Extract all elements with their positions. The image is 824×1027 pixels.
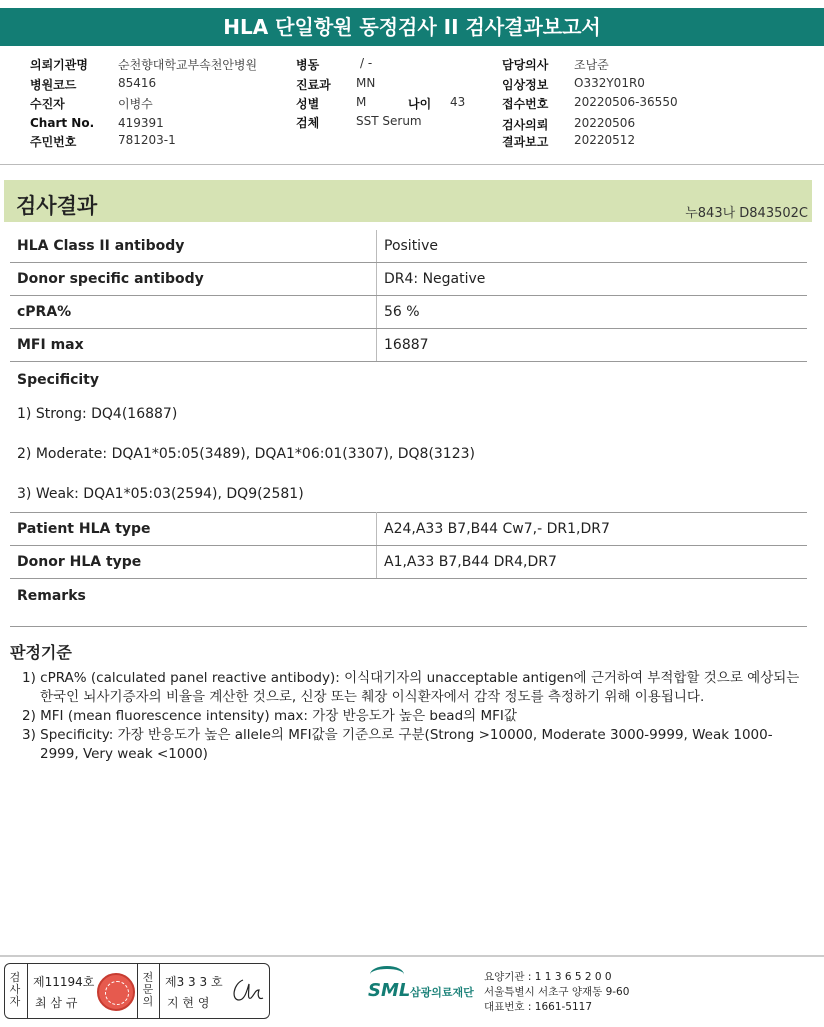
box2-id: 제3 3 3 호 bbox=[165, 975, 223, 989]
info-value: O332Y01R0 bbox=[574, 76, 645, 90]
box1-id: 제11194호 bbox=[33, 975, 95, 989]
company-address bbox=[484, 970, 629, 1015]
info-label: 임상정보 bbox=[502, 78, 549, 92]
info-value: / - bbox=[360, 56, 373, 70]
result-value: 16887 bbox=[377, 329, 808, 362]
info-value: 조남준 bbox=[574, 58, 609, 72]
table-row bbox=[10, 513, 807, 546]
info-value: 419391 bbox=[118, 116, 164, 130]
info-label: 의뢰기관명 bbox=[30, 58, 88, 72]
info-value: 20220506 bbox=[574, 116, 636, 130]
result-value: Positive bbox=[377, 230, 808, 263]
divider bbox=[10, 626, 807, 627]
signature-icon bbox=[229, 976, 265, 1006]
divider bbox=[159, 964, 160, 1018]
result-value: DR4: Negative bbox=[377, 263, 808, 296]
section-title: 검사결과 bbox=[16, 194, 98, 218]
signature-box bbox=[4, 963, 270, 1019]
patient-info bbox=[0, 54, 824, 154]
box1-label: 검사자 bbox=[9, 971, 21, 1008]
info-value: SST Serum bbox=[356, 114, 422, 128]
info-label: 접수번호 bbox=[502, 97, 549, 111]
info-value: 20220506-36550 bbox=[574, 95, 678, 109]
seal-stamp-icon bbox=[97, 973, 135, 1011]
result-key: cPRA% bbox=[10, 296, 377, 329]
address-line: 서울특별시 서초구 양재동 9-60 bbox=[484, 986, 630, 998]
info-label: 검사의뢰 bbox=[502, 118, 549, 132]
address-line: 요양기관 : 1 1 3 6 5 2 0 0 bbox=[484, 971, 612, 983]
logo-mark: SML bbox=[368, 980, 411, 1001]
hla-table bbox=[10, 512, 807, 579]
info-value: 순천향대학교부속천안병원 bbox=[118, 58, 258, 72]
info-value: 이병수 bbox=[118, 97, 153, 111]
result-key: HLA Class II antibody bbox=[10, 230, 377, 263]
info-label: 검체 bbox=[296, 116, 320, 130]
info-value: 781203-1 bbox=[118, 133, 176, 147]
info-label: Chart No. bbox=[30, 116, 95, 130]
table-row bbox=[10, 230, 807, 263]
divider bbox=[137, 964, 138, 1018]
info-label: 담당의사 bbox=[502, 58, 549, 72]
criteria-item: 1) cPRA% (calculated panel reactive antibody): 이식대기자의 unacceptable antigen에 근거하여 부적합할 것으로 예상되는 한국인 뇌사기증자의 비율을 계산한 것으로, 신장 또는 췌장 이식환자에서 감작 정도를 측정하기 위해 이용됩니다. bbox=[22, 670, 800, 705]
logo-name: 삼광의료재단 bbox=[410, 986, 474, 999]
age-label: 나이 bbox=[408, 97, 432, 111]
info-value: M bbox=[356, 95, 367, 109]
box2-label: 전문의 bbox=[142, 971, 154, 1008]
specificity-line: 2) Moderate: DQA1*05:05(3489), DQA1*06:01(3307), DQ8(3123) bbox=[17, 446, 475, 462]
results-table bbox=[10, 230, 807, 362]
remarks-label: Remarks bbox=[17, 588, 86, 604]
age-value: 43 bbox=[450, 95, 466, 109]
divider bbox=[27, 964, 28, 1018]
result-key: MFI max bbox=[10, 329, 377, 362]
table-row bbox=[10, 263, 807, 296]
table-row bbox=[10, 546, 807, 579]
criteria-title: 판정기준 bbox=[10, 643, 72, 662]
section-code: 누843나 D843502C bbox=[685, 206, 808, 221]
info-label: 결과보고 bbox=[502, 135, 549, 149]
info-value: MN bbox=[356, 76, 376, 90]
info-label: 수진자 bbox=[30, 97, 65, 111]
info-value: 85416 bbox=[118, 76, 157, 90]
criteria-item: 3) Specificity: 가장 반응도가 높은 allele의 MFI값을 기준으로 구분(Strong >10000, Moderate 3000-9999, Weak 1000-2999, Very weak <1000) bbox=[22, 727, 773, 762]
table-row bbox=[10, 329, 807, 362]
result-key: Donor specific antibody bbox=[10, 263, 377, 296]
criteria-item: 2) MFI (mean fluorescence intensity) max: 가장 반응도가 높은 bead의 MFI값 bbox=[22, 708, 517, 724]
specificity-line: 1) Strong: DQ4(16887) bbox=[17, 406, 178, 422]
section-header bbox=[4, 180, 812, 222]
box1-name: 최 삼 규 bbox=[35, 996, 78, 1010]
result-value: 56 % bbox=[377, 296, 808, 329]
hla-value: A24,A33 B7,B44 Cw7,- DR1,DR7 bbox=[377, 513, 808, 546]
address-line: 대표번호 : 1661-5117 bbox=[484, 1001, 593, 1013]
footer-divider bbox=[0, 955, 824, 957]
box2-name: 지 현 영 bbox=[167, 996, 210, 1010]
info-label: 병동 bbox=[296, 58, 320, 72]
info-label: 진료과 bbox=[296, 78, 331, 92]
specificity-line: 3) Weak: DQA1*05:03(2594), DQ9(2581) bbox=[17, 486, 304, 502]
info-value: 20220512 bbox=[574, 133, 636, 147]
hla-key: Patient HLA type bbox=[10, 513, 377, 546]
info-label: 병원코드 bbox=[30, 78, 77, 92]
divider bbox=[0, 164, 824, 165]
info-label: 성별 bbox=[296, 97, 320, 111]
hla-key: Donor HLA type bbox=[10, 546, 377, 579]
specificity-label: Specificity bbox=[17, 372, 99, 388]
hla-value: A1,A33 B7,B44 DR4,DR7 bbox=[377, 546, 808, 579]
report-title: HLA 단일항원 동정검사 II 검사결과보고서 bbox=[0, 8, 824, 46]
info-label: 주민번호 bbox=[30, 135, 77, 149]
criteria-block bbox=[10, 640, 810, 764]
table-row bbox=[10, 296, 807, 329]
